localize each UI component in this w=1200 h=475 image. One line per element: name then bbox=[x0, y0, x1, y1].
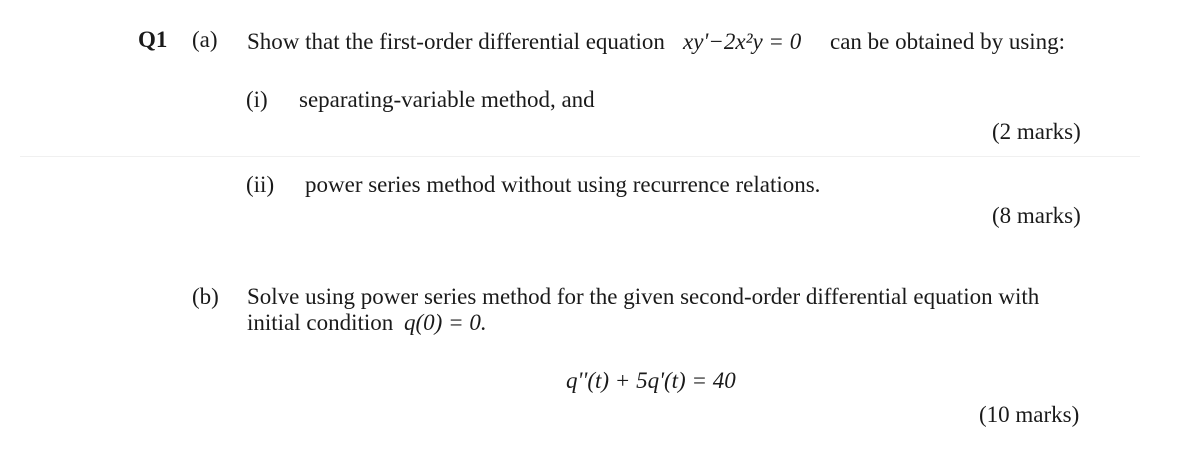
item-i-label: (i) bbox=[246, 87, 268, 112]
part-a-text-after: can be obtained by using: bbox=[830, 29, 1066, 54]
part-a-equation: xy'−2x²y = 0 bbox=[683, 29, 802, 54]
item-ii-label: (ii) bbox=[246, 172, 275, 197]
item-ii-marks: (8 marks) bbox=[992, 203, 1081, 228]
part-b-condition: q(0) = 0. bbox=[404, 310, 487, 335]
question-number: Q1 bbox=[138, 27, 168, 52]
part-b-line1: Solve using power series method for the given second-order differential equation with bbox=[247, 284, 1040, 309]
part-a-label: (a) bbox=[192, 27, 218, 52]
part-b-line2-prefix: initial condition bbox=[247, 310, 394, 335]
item-i-text: separating-variable method, and bbox=[299, 87, 595, 112]
scan-line bbox=[20, 156, 1140, 157]
item-i-marks: (2 marks) bbox=[992, 119, 1081, 144]
item-ii-text: power series method without using recurrence relations. bbox=[305, 172, 821, 197]
part-a-text: Show that the first-order differential equation bbox=[247, 29, 665, 54]
part-b-label: (b) bbox=[192, 284, 219, 309]
part-b-marks: (10 marks) bbox=[979, 402, 1080, 427]
part-b-equation: q''(t) + 5q'(t) = 40 bbox=[566, 368, 736, 393]
